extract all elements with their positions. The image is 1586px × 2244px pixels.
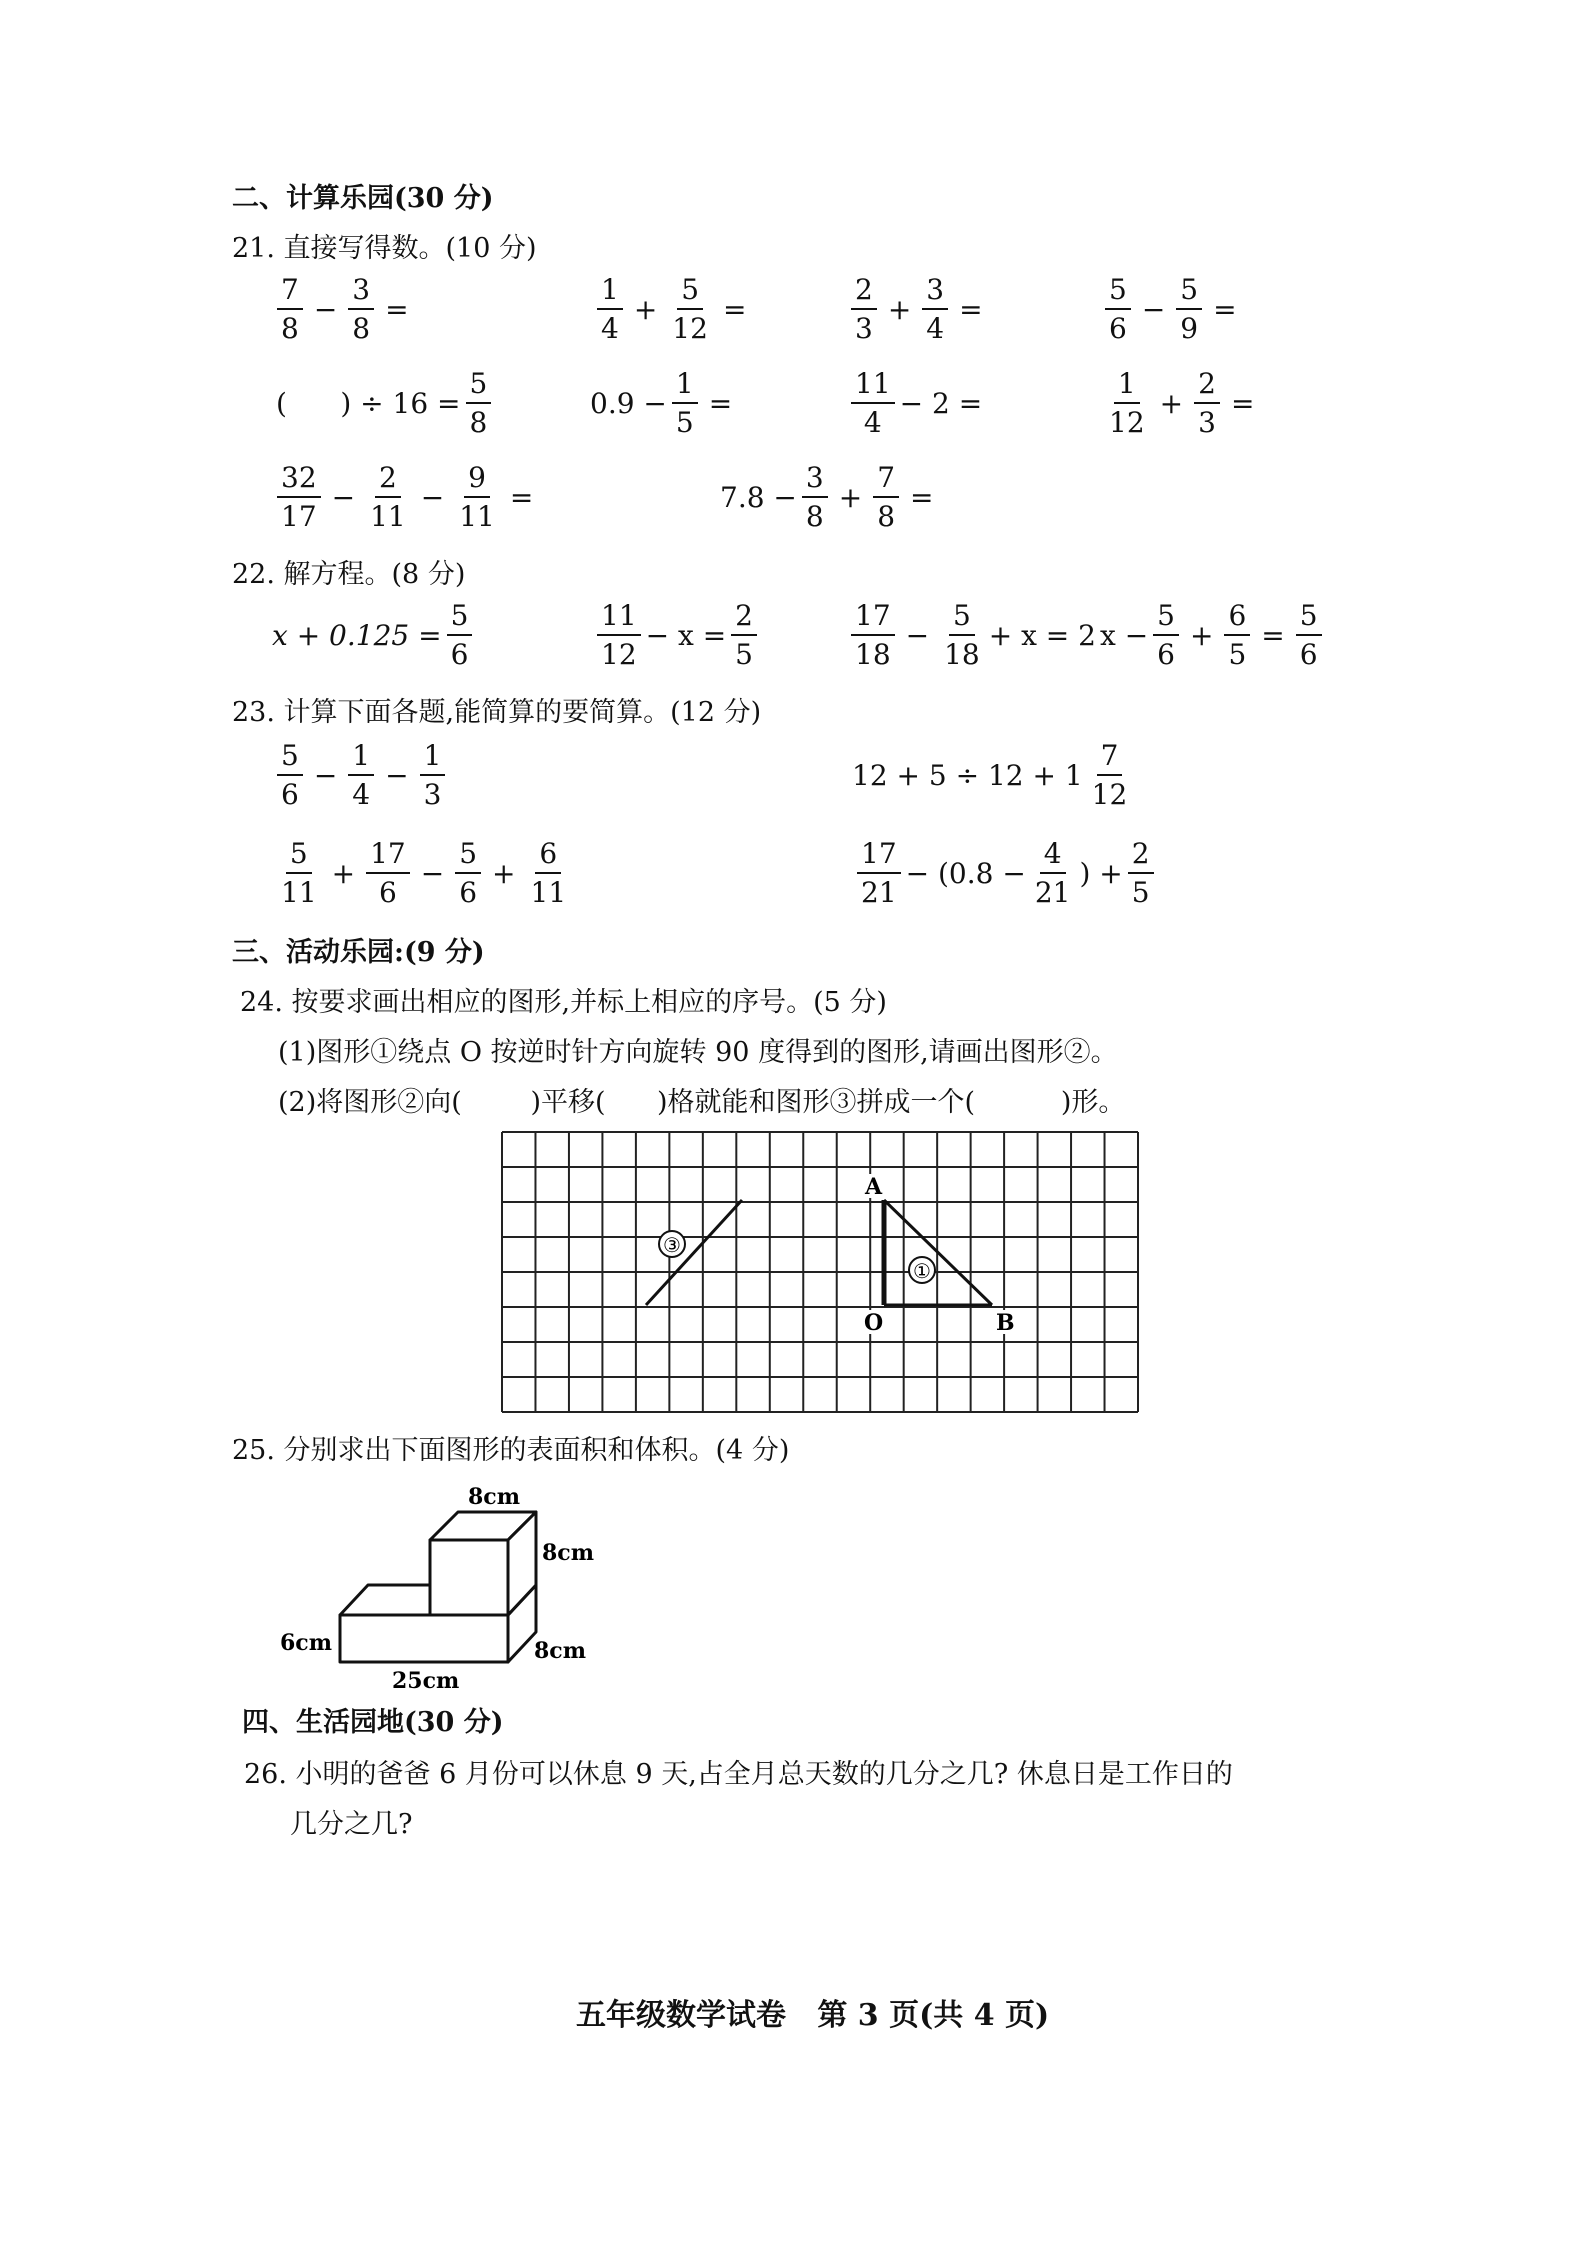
q24-part-1: (1)图形①绕点 O 按逆时针方向旋转 90 度得到的图形,请画出图形②。 [278,1037,1118,1068]
section-2-title: 二、计算乐园(30 分) [232,183,494,214]
q24-part-2: (2)将图形②向( )平移( )格就能和图形③拼成一个( )形。 [278,1087,1126,1118]
q23-expr-4: $\frac{17}{21}$ − (0.8 − $\frac{4}{21}$ ) + $\frac{2}{5}$ [852,838,1159,909]
q24-grid-figure [500,1130,1140,1415]
q21-title: 21. 直接写得数。(10 分) [232,233,537,264]
shape-3-diagonal [646,1200,742,1305]
q26-line-1: 26. 小明的爸爸 6 月份可以休息 9 天,占全月总天数的几分之几? 休息日是工作日的 [244,1759,1233,1790]
q22-title: 22. 解方程。(8 分) [232,559,466,590]
q23-expr-1: $\frac{5}{6}$ − $\frac{1}{4}$ − $\frac{1}{3}$ [272,740,450,811]
q22-expr-3: $\frac{17}{18}$ − $\frac{5}{18}$ + x = 2 [846,600,1096,671]
q21-expr-1: $\frac{7}{8}$ − $\frac{3}{8}$ = [272,274,415,345]
q22-expr-2: $\frac{11}{12}$ − x = $\frac{2}{5}$ [592,600,762,671]
point-O-label: O [864,1310,884,1336]
cube-front [430,1540,508,1615]
q23-title: 23. 计算下面各题,能简算的要简算。(12 分) [232,697,762,728]
q24-title: 24. 按要求画出相应的图形,并标上相应的序号。(5 分) [240,987,887,1018]
q25-solid-figure [280,1470,610,1695]
q21-expr-7: $\frac{11}{4}$ − 2 = [846,368,982,439]
q21-expr-2: $\frac{1}{4}$ + $\frac{5}{12}$ = [592,274,752,345]
q21-expr-4: $\frac{5}{6}$ − $\frac{5}{9}$ = [1100,274,1243,345]
point-B-label: B [996,1310,1015,1336]
q22-expr-4: x − $\frac{5}{6}$ + $\frac{6}{5}$ = $\frac{5}{6}$ [1100,600,1327,671]
dim-top: 8cm [468,1484,520,1510]
dim-bottom: 25cm [392,1668,460,1694]
point-A-label: A [865,1174,883,1200]
shape-3-label: ③ [663,1233,681,1257]
q21-expr-5: ( ) ÷ 16 = $\frac{5}{8}$ [276,368,496,439]
section-3-title: 三、活动乐园:(9 分) [232,937,485,968]
q23-expr-3: $\frac{5}{11}$ + $\frac{17}{6}$ − $\frac{5}{6}$ + $\frac{6}{11}$ [281,837,567,910]
grid-lines [502,1132,1138,1412]
shape-1-label: ① [913,1259,931,1283]
q21-expr-10: 7.8 − $\frac{3}{8}$ + $\frac{7}{8}$ = [720,461,934,534]
section-4-title: 四、生活园地(30 分) [242,1707,504,1738]
long-box-front [340,1615,508,1662]
q25-title: 25. 分别求出下面图形的表面积和体积。(4 分) [232,1435,790,1466]
dim-right-lower: 8cm [534,1638,586,1664]
q21-expr-6: 0.9 − $\frac{1}{5}$ = [590,367,733,440]
q23-expr-2: 12 + 5 ÷ 12 + 1 $\frac{7}{12}$ [852,739,1128,812]
page-footer: 五年级数学试卷 第 3 页(共 4 页) [576,1998,1050,2033]
fraction: $\frac{3}{8}$ [348,274,374,345]
dim-right-upper: 8cm [542,1540,594,1566]
q26-line-2: 几分之几? [290,1809,413,1840]
q21-expr-3: $\frac{2}{3}$ + $\frac{3}{4}$ = [846,274,989,345]
fraction: $\frac{7}{8}$ [277,274,303,345]
q21-expr-8: $\frac{1}{12}$ + $\frac{2}{3}$ = [1109,367,1255,440]
q21-expr-9: $\frac{32}{17}$ − $\frac{2}{11}$ − $\frac{9}{11}$ = [272,462,539,533]
dim-left: 6cm [280,1630,332,1656]
q22-expr-1: x + 0.125 = $\frac{5}{6}$ [272,600,477,671]
